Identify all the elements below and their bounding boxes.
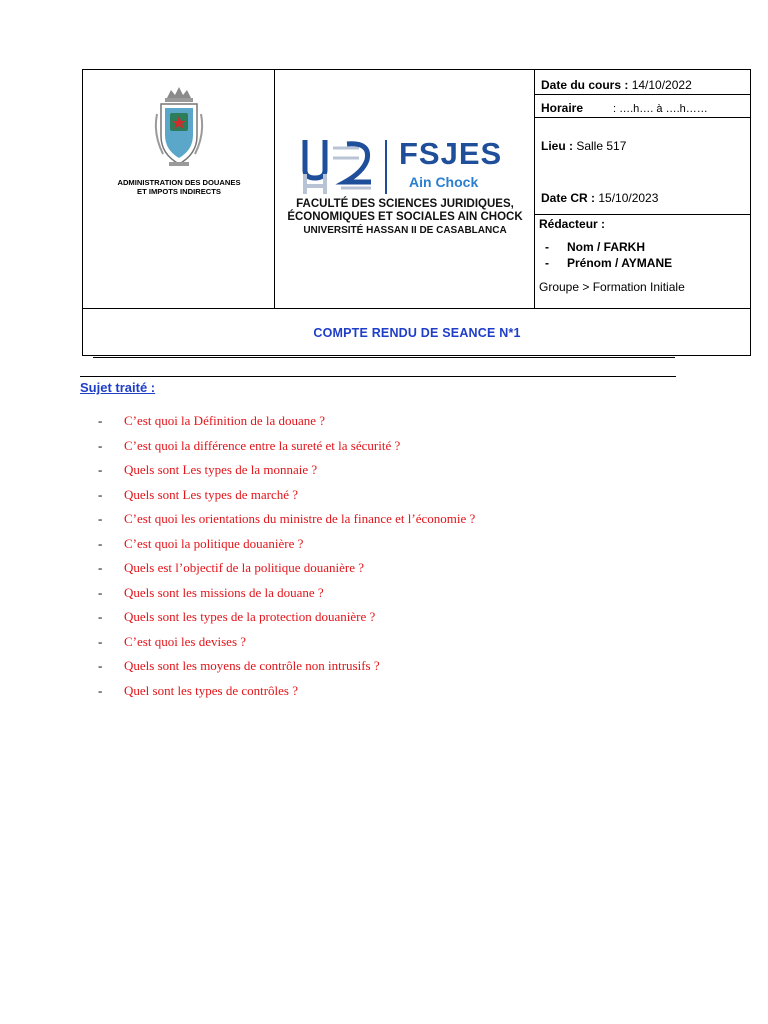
question-item (98, 681, 475, 706)
date-cours-label: Date du cours : (541, 78, 629, 92)
administration-caption (83, 178, 275, 196)
fsjes-sub: Ain Chock (409, 174, 479, 190)
date-cours-row (535, 70, 751, 95)
bullet-dash: - (98, 511, 103, 526)
horaire-value: : ….h…. à ….h…… (613, 103, 708, 115)
fsjes-line1: FACULTÉ DES SCIENCES JURIDIQUES, (296, 198, 514, 210)
lieu-date-cr-cell (535, 118, 751, 215)
lieu-label: Lieu : (541, 139, 573, 153)
question-text: C’est quoi la différence entre la sureté et la sécurité ? (124, 437, 401, 453)
bullet-dash: - (98, 658, 103, 673)
bullet-dash: - (98, 633, 103, 649)
header-table (82, 69, 751, 356)
bullet-dash: - (98, 609, 103, 624)
question-text: Quels sont les types de la protection douanière ? (124, 609, 376, 624)
question-item (98, 509, 475, 534)
bullet-dash: - (98, 535, 103, 551)
fsjes-line2: ÉCONOMIQUES ET SOCIALES AIN CHOCK (287, 211, 523, 223)
bullet-dash: - (98, 486, 103, 502)
question-text: Quels sont Les types de la monnaie ? (124, 462, 318, 477)
separator-line-upper (93, 357, 675, 358)
question-item (98, 632, 475, 657)
bullet-dash: - (98, 560, 103, 575)
date-cours-value: 14/10/2022 (628, 78, 692, 92)
question-item (98, 583, 475, 608)
question-item (98, 656, 475, 681)
administration-caption-line2: ET IMPOTS INDIRECTS (137, 187, 221, 196)
horaire-label: Horaire (541, 101, 584, 115)
question-item (98, 460, 475, 485)
prenom-value: Prénom / AYMANE (567, 256, 673, 270)
info-column (535, 70, 751, 309)
uh2-monogram-icon (301, 138, 396, 198)
sujet-label: Sujet traité : (80, 380, 156, 395)
lieu-value: Salle 517 (573, 139, 627, 153)
customs-logo-cell (83, 70, 275, 309)
question-item (98, 534, 475, 559)
question-list (98, 411, 475, 705)
administration-caption-line1: ADMINISTRATION DES DOUANES (117, 178, 241, 187)
report-title: COMPTE RENDU DE SEANCE N*1 (313, 325, 521, 340)
question-text: Quels sont les moyens de contrôle non intrusifs ? (124, 658, 380, 673)
report-title-cell (83, 309, 751, 356)
fsjes-line3: UNIVERSITÉ HASSAN II DE CASABLANCA (303, 225, 507, 236)
question-text: C’est quoi les devises ? (124, 633, 247, 649)
question-text: C’est quoi la Définition de la douane ? (124, 413, 326, 428)
bullet-dash: - (98, 437, 103, 453)
horaire-row (535, 95, 751, 118)
question-text: C’est quoi la politique douanière ? (124, 535, 304, 551)
date-cr-value: 15/10/2023 (595, 191, 659, 205)
bullet-dash: - (98, 413, 103, 428)
bullet-dash: - (98, 682, 103, 698)
question-item (98, 436, 475, 461)
question-item (98, 485, 475, 510)
question-text: Quels sont Les types de marché ? (124, 486, 299, 502)
redacteur-cell (535, 215, 751, 309)
question-text: Quel sont les types de contrôles ? (124, 682, 299, 698)
prenom-row: - Prénom / AYMANE (545, 256, 673, 270)
separator-line-lower (80, 376, 676, 377)
lieu-row (541, 139, 626, 153)
question-item (98, 411, 475, 436)
nom-row: - Nom / FARKH (545, 240, 645, 254)
groupe-row: Groupe > Formation Initiale (539, 280, 685, 294)
question-text: Quels est l’objectif de la politique douanière ? (124, 560, 365, 575)
question-text: Quels sont les missions de la douane ? (124, 584, 324, 600)
date-cr-label: Date CR : (541, 191, 596, 205)
question-text: C’est quoi les orientations du ministre de la finance et l’économie ? (124, 511, 476, 526)
customs-emblem-icon (149, 84, 209, 174)
fsjes-brand: FSJES (399, 136, 503, 171)
bullet-dash: - (98, 462, 103, 477)
redacteur-label: Rédacteur : (539, 217, 606, 231)
nom-value: Nom / FARKH (567, 240, 645, 254)
question-item (98, 558, 475, 583)
fsjes-faculty-text (275, 198, 535, 237)
fsjes-logo-cell (275, 70, 535, 309)
bullet-dash: - (98, 584, 103, 600)
date-cr-row (541, 191, 658, 205)
question-item (98, 607, 475, 632)
